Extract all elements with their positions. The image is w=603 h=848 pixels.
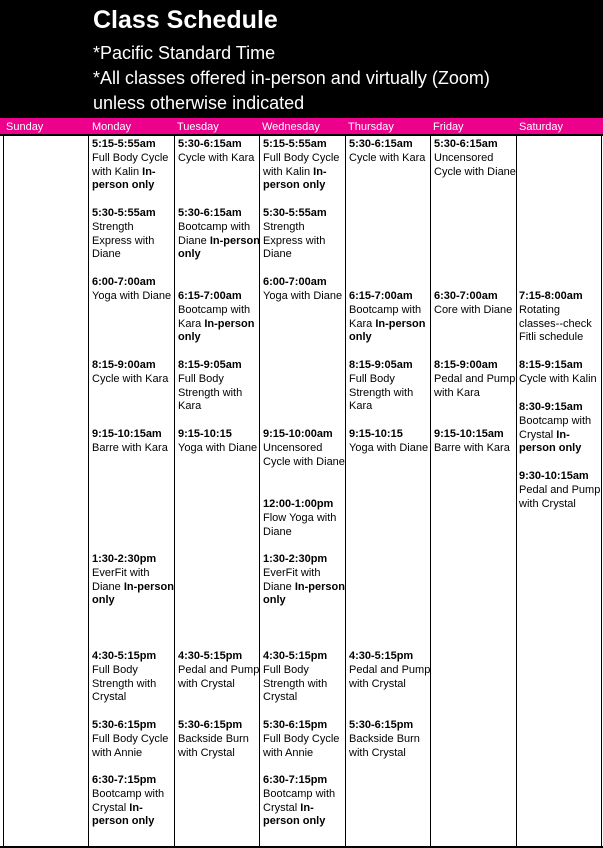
class-description: Core with Diane	[434, 303, 513, 316]
class-time: 9:15-10:15	[349, 428, 403, 440]
class-description: Full Body Cycle with Annie	[92, 732, 169, 759]
class-time: 4:30-5:15pm	[178, 650, 243, 662]
class-description: Strength Express with Diane	[92, 220, 155, 261]
class-description: Flow Yoga with Diane	[263, 511, 337, 538]
format-note: *All classes offered in-person and virtually (Zoom)	[93, 68, 490, 88]
column-divider	[516, 135, 517, 848]
class-description: Pedal and Pump with Crystal	[178, 663, 260, 690]
class-time: 8:15-9:15am	[519, 359, 583, 371]
class-time: 8:15-9:05am	[349, 359, 413, 371]
class-entry	[434, 290, 516, 318]
class-description: Uncensored Cycle with Diane	[263, 441, 345, 468]
in-person-tag: In-person only	[92, 580, 174, 607]
class-time: 6:15-7:00am	[349, 290, 413, 302]
class-entry	[263, 428, 345, 469]
class-description: Bootcamp with Crystal	[263, 787, 336, 814]
class-description: Uncensored Cycle with Diane	[434, 151, 516, 178]
class-time: 5:30-5:55am	[92, 207, 156, 219]
day-header-thursday: Thursday	[348, 121, 394, 133]
class-description: Full Body Strength with Kara	[178, 372, 243, 413]
class-time: 9:15-10:15	[178, 428, 232, 440]
class-entry	[519, 401, 601, 456]
class-entry	[178, 207, 260, 262]
day-header-monday: Monday	[92, 121, 132, 133]
class-entry	[349, 359, 431, 414]
class-entry	[263, 553, 345, 608]
in-person-tag: In-person only	[263, 580, 345, 607]
class-time: 9:15-10:00am	[263, 428, 333, 440]
column-divider	[601, 135, 602, 848]
class-time: 5:30-6:15am	[434, 138, 498, 150]
class-description: Barre with Kara	[92, 441, 168, 454]
class-entry	[349, 138, 431, 166]
class-time: 9:15-10:15am	[434, 428, 504, 440]
class-time: 1:30-2:30pm	[92, 553, 157, 565]
class-description: Bootcamp with Crystal	[519, 414, 592, 441]
class-description: Bootcamp with Kara	[178, 303, 251, 330]
timezone-note: *Pacific Standard Time	[93, 43, 276, 63]
class-description: Backside Burn with Crystal	[349, 732, 420, 759]
class-time: 12:00-1:00pm	[263, 498, 334, 510]
class-entry	[92, 553, 174, 608]
class-entry	[349, 428, 431, 456]
class-entry	[92, 207, 174, 262]
class-description: Full Body Cycle with Kalin	[92, 151, 169, 178]
in-person-tag: In-person only	[263, 801, 326, 828]
class-description: Pedal and Pump with Kara	[434, 372, 516, 399]
class-time: 5:30-5:55am	[263, 207, 327, 219]
class-entry	[434, 138, 516, 179]
class-description: Backside Burn with Crystal	[178, 732, 249, 759]
class-description: Pedal and Pump with Crystal	[519, 483, 601, 510]
class-time: 4:30-5:15pm	[263, 650, 328, 662]
class-entry	[92, 138, 174, 193]
in-person-tag: In-person only	[92, 801, 155, 828]
class-time: 6:00-7:00am	[263, 276, 327, 288]
class-entry	[263, 207, 345, 262]
class-time: 8:15-9:05am	[178, 359, 242, 371]
class-entry	[92, 774, 174, 829]
class-entry	[178, 138, 260, 166]
class-description: Rotating classes--check Fitli schedule	[519, 303, 592, 344]
class-description: Cycle with Kara	[92, 372, 169, 385]
day-header-friday: Friday	[433, 121, 464, 133]
class-description: Pedal and Pump with Crystal	[349, 663, 431, 690]
class-entry	[178, 650, 260, 691]
class-time: 8:30-9:15am	[519, 401, 583, 413]
in-person-tag: In-person only	[178, 234, 260, 261]
class-time: 8:15-9:00am	[92, 359, 156, 371]
day-header-wednesday: Wednesday	[262, 121, 320, 133]
class-entry	[92, 359, 174, 387]
day-header-tuesday: Tuesday	[177, 121, 219, 133]
class-time: 6:30-7:15pm	[92, 774, 157, 786]
class-time: 9:15-10:15am	[92, 428, 162, 440]
class-description: Full Body Strength with Kara	[349, 372, 414, 413]
class-time: 5:15-5:55am	[92, 138, 156, 150]
class-entry	[349, 719, 431, 760]
day-header-sunday: Sunday	[6, 121, 44, 133]
class-time: 5:30-6:15am	[349, 138, 413, 150]
class-entry	[178, 290, 260, 345]
class-time: 5:30-6:15pm	[263, 719, 328, 731]
class-time: 7:15-8:00am	[519, 290, 583, 302]
class-time: 6:15-7:00am	[178, 290, 242, 302]
column-divider	[174, 135, 175, 848]
page-title: Class Schedule	[93, 6, 278, 34]
class-description: Cycle with Kara	[349, 151, 426, 164]
in-person-tag: In-person only	[178, 317, 255, 344]
class-description: Yoga with Diane	[92, 289, 172, 302]
class-description: Yoga with Diane	[178, 441, 258, 454]
class-time: 6:30-7:15pm	[263, 774, 328, 786]
class-time: 4:30-5:15pm	[349, 650, 414, 662]
class-entry	[263, 498, 345, 539]
class-time: 6:00-7:00am	[92, 276, 156, 288]
column-divider	[88, 135, 89, 848]
day-header-saturday: Saturday	[519, 121, 564, 133]
class-entry	[92, 650, 174, 705]
schedule-header	[0, 0, 603, 118]
class-description: Bootcamp with Crystal	[92, 787, 165, 814]
in-person-tag: In-person only	[519, 428, 582, 455]
class-description: EverFit with Diane	[92, 566, 150, 593]
format-note-continued: unless otherwise indicated	[93, 93, 305, 113]
class-entry	[178, 428, 260, 456]
class-entry	[178, 359, 260, 414]
class-time: 5:30-6:15pm	[92, 719, 157, 731]
class-time: 8:15-9:00am	[434, 359, 498, 371]
class-entry	[519, 359, 601, 387]
class-time: 5:15-5:55am	[263, 138, 327, 150]
header-divider	[0, 134, 603, 136]
class-entry	[263, 276, 345, 304]
class-entry	[434, 428, 516, 456]
class-entry	[92, 276, 174, 304]
class-time: 4:30-5:15pm	[92, 650, 157, 662]
class-time: 5:30-6:15am	[178, 207, 242, 219]
class-description: Yoga with Diane	[349, 441, 429, 454]
class-description: Full Body Cycle with Annie	[263, 732, 340, 759]
class-time: 5:30-6:15pm	[349, 719, 414, 731]
class-description: Bootcamp with Kara	[349, 303, 422, 330]
class-description: Cycle with Kalin	[519, 372, 597, 385]
class-entry	[92, 428, 174, 456]
class-description: Full Body Cycle with Kalin	[263, 151, 340, 178]
in-person-tag: In-person only	[349, 317, 426, 344]
class-description: Yoga with Diane	[263, 289, 343, 302]
class-description: Bootcamp with Diane	[178, 220, 251, 247]
class-description: Full Body Strength with Crystal	[92, 663, 157, 704]
class-time: 5:30-6:15am	[178, 138, 242, 150]
column-divider	[345, 135, 346, 848]
in-person-tag: In-person only	[263, 165, 327, 192]
class-time: 5:30-6:15pm	[178, 719, 243, 731]
class-entry	[349, 290, 431, 345]
class-description: Barre with Kara	[434, 441, 510, 454]
column-divider	[3, 135, 4, 848]
class-entry	[519, 290, 601, 345]
class-time: 1:30-2:30pm	[263, 553, 328, 565]
class-entry	[349, 650, 431, 691]
class-description: EverFit with Diane	[263, 566, 321, 593]
class-time: 6:30-7:00am	[434, 290, 498, 302]
class-description: Full Body Strength with Crystal	[263, 663, 328, 704]
in-person-tag: In-person only	[92, 165, 156, 192]
class-description: Cycle with Kara	[178, 151, 255, 164]
class-entry	[434, 359, 516, 400]
class-entry	[92, 719, 174, 760]
class-time: 9:30-10:15am	[519, 470, 589, 482]
class-entry	[519, 470, 601, 511]
class-entry	[178, 719, 260, 760]
class-entry	[263, 650, 345, 705]
class-entry	[263, 138, 345, 193]
class-entry	[263, 774, 345, 829]
class-description: Strength Express with Diane	[263, 220, 326, 261]
class-entry	[263, 719, 345, 760]
